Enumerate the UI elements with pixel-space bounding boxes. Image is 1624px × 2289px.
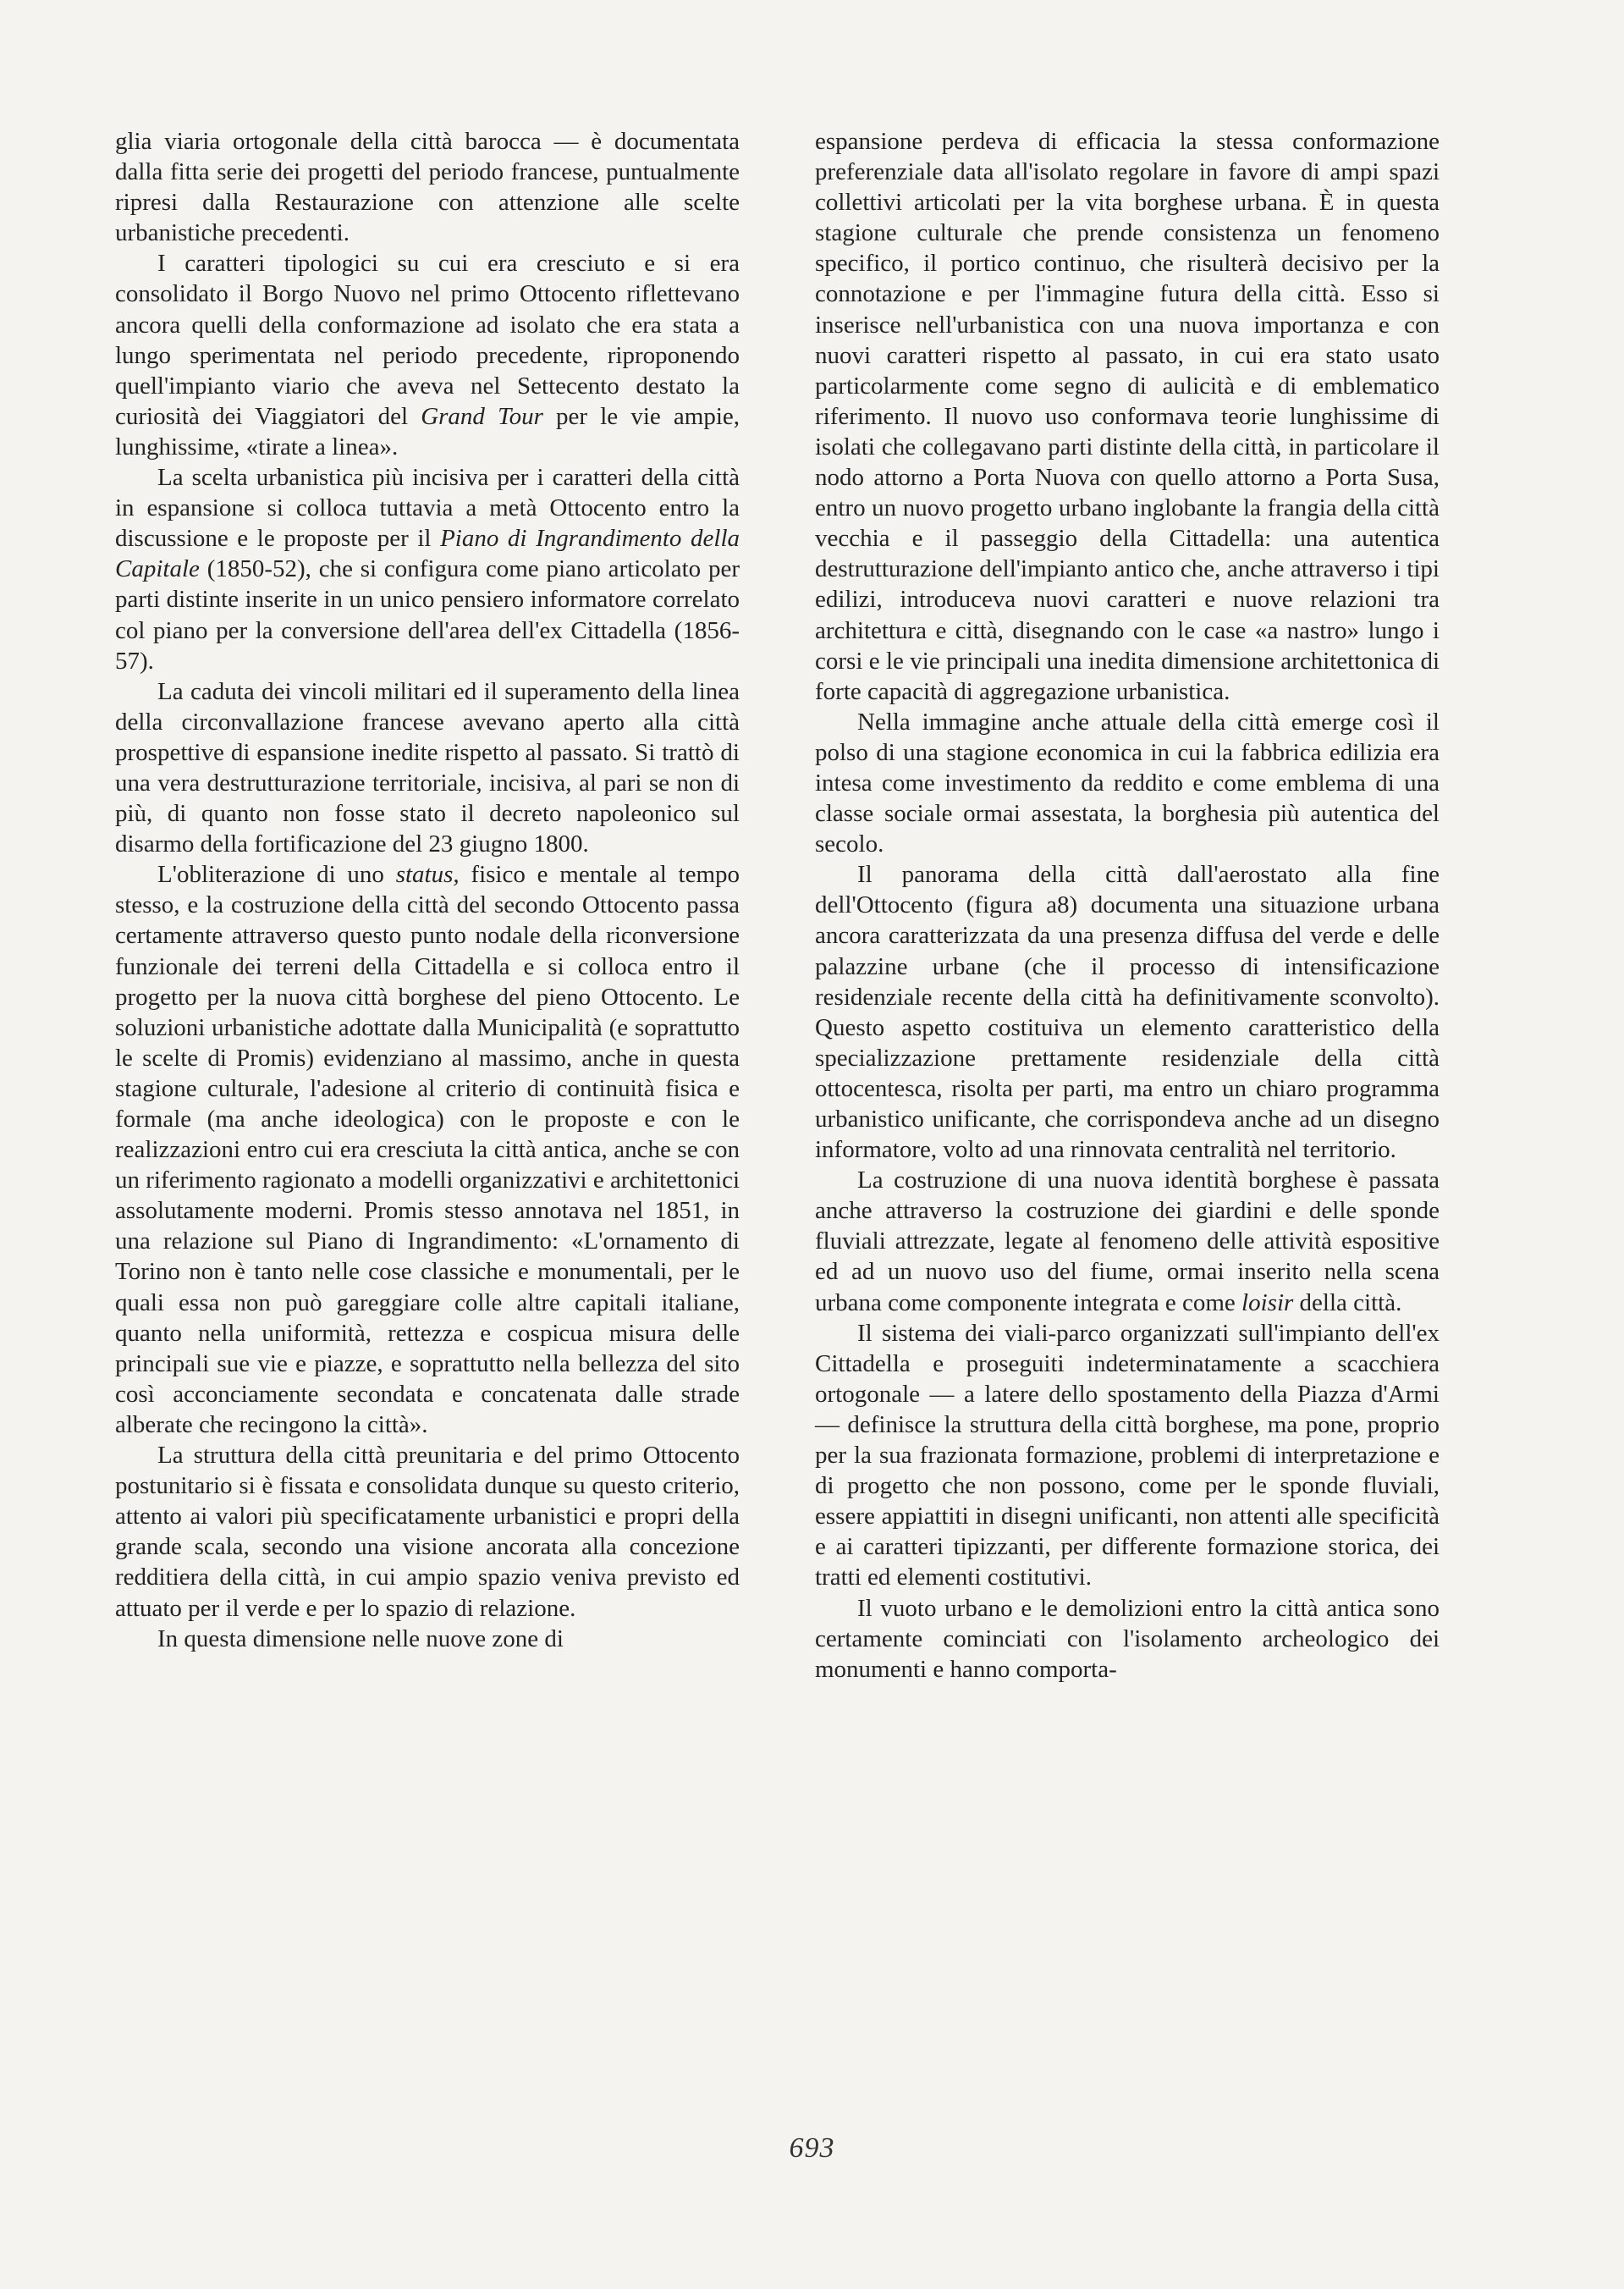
paragraph: Il vuoto urbano e le demolizioni entro la città antica sono certamente cominciati con l'isolamento archeologico dei monumenti e hanno comporta- <box>815 1594 1440 1683</box>
paragraph: La struttura della città preunitaria e del primo Ottocento postunitario si è fissata e consolidata dunque su questo criterio, attento ai valori più specificatamente urbanistici e propri della grande scala, secondo una visione ancorata alla concezione redditiera della città, in cui ampio spazio veniva previsto ed attuato per il verde e per lo spazio di relazione. <box>115 1442 740 1622</box>
paragraph: espansione perdeva di efficacia la stessa conformazione preferenziale data all'isolato regolare in favore di ampi spazi collettivi articolati per la vita borghese urbana. È in questa stagione culturale che prende consistenza un fenomeno specifico, il portico continuo, che risulterà decisivo per la connotazione e per l'immagine futura della città. Esso si inserisce nell'urbanistica con una nuova importanza e con nuovi caratteri rispetto al passato, in cui era stato usato particolarmente come segno di aulicità e di emblematico riferimento. Il nuovo uso conformava teorie lunghissime di isolati che collegavano parti distinte della città, in particolare il nodo attorno a Porta Nuova con quello attorno a Porta Susa, entro un nuovo progetto urbano inglobante la frangia della città vecchia e il passeggio della Cittadella: una autentica destrutturazione dell'impianto antico che, anche attraverso i tipi edilizi, introduceva nuovi caratteri e nuove relazioni tra architettura e città, disegnando con le case «a nastro» lungo i corsi e le vie principali una inedita dimensione architettonica di forte capacità di aggregazione urbanistica. <box>815 128 1440 705</box>
paragraph: In questa dimensione nelle nuove zone di <box>157 1624 564 1652</box>
paragraph: La costruzione di una nuova identità borghese è passata anche attraverso la costruzione dei giardini e delle sponde fluviali attrezzate, legate al fenomeno delle attività espositive ed ad un nuovo uso del fiume, ormai inserito nella scena urbana come componente integrata e come loisir della città. <box>815 1167 1440 1316</box>
paragraph: L'obliterazione di uno status, fisico e mentale al tempo stesso, e la costruzione della città del secondo Ottocento passa certamente attraverso questo punto nodale della riconversione funzionale dei terreni della Cittadella e si colloca entro il progetto per la nuova città borghese del pieno Ottocento. Le soluzioni urbanistiche adottate dalla Municipalità (e soprattutto le scelte di Promis) evidenziano al massimo, anche in questa stagione culturale, l'adesione al criterio di continuità fisica e formale (ma anche ideologica) con le proposte e con le realizzazioni entro cui era cresciuta la città antica, anche se con un riferimento ragionato a modelli organizzativi e architettonici assolutamente moderni. Promis stesso annotava nel 1851, in una relazione sul Piano di Ingrandimento: «L'ornamento di Torino non è tanto nelle cose classiche e monumentali, per le quali essa non può gareggiare colle altre capitali italiane, quanto nella uniformità, rettezza e cospicua misura delle principali sue vie e piazze, e soprattutto nella bellezza del sito così acconciamente secondata e concatenata dalle strade alberate che recingono la città». <box>115 861 740 1438</box>
paragraph: Il sistema dei viali-parco organizzati sull'impianto dell'ex Cittadella e proseguiti indeterminatamente a scacchiera ortogonale — a latere dello spostamento della Piazza d'Armi — definisce la struttura della città borghese, ma pone, proprio per la sua frazionata formazione, problemi di interpretazione e di progetto che non possono, come per le sponde fluviali, essere appiattiti in disegni unificanti, non attenti alle specificità e ai caratteri tipizzanti, per differente formazione storica, dei tratti ed elementi costitutivi. <box>815 1319 1440 1591</box>
page-number: 693 <box>789 2132 835 2164</box>
paragraph: glia viaria ortogonale della città barocca — è documentata dalla fitta serie dei progetti del periodo francese, puntualmente ripresi dalla Restaurazione con attenzione alle scelte urbanistiche precedenti. <box>115 128 740 247</box>
italic-title: Grand Tour <box>421 402 543 430</box>
italic-title: Piano di Ingrandimento della Capitale <box>115 525 740 583</box>
italic-term: status, <box>395 861 460 889</box>
paragraph: Nella immagine anche attuale della città emerge così il polso di una stagione economica in cui la fabbrica edilizia era intesa come investimento da reddito e come emblema di una classe sociale ormai assestata, la borghesia più autentica del secolo. <box>815 708 1440 858</box>
text-column-right <box>815 126 1440 1685</box>
italic-term: loisir <box>1241 1288 1294 1316</box>
paragraph: La scelta urbanistica più incisiva per i caratteri della città in espansione si colloca tuttavia a metà Ottocento entro la discussione e le proposte per il Piano di Ingrandimento della Capitale (1850-52), che si configura come piano articolato per parti distinte inserite in un unico pensiero informatore correlato col piano per la conversione dell'area dell'ex Cittadella (1856-57). <box>115 464 740 675</box>
paragraph: I caratteri tipologici su cui era cresciuto e si era consolidato il Borgo Nuovo nel primo Ottocento riflettevano ancora quelli della conformazione ad isolato che era stata a lungo sperimentata nel periodo precedente, riproponendo quell'impianto viario che aveva nel Settecento destato la curiosità dei Viaggiatori del Grand Tour per le vie ampie, lunghissime, «tirate a linea». <box>115 250 740 461</box>
paragraph: La caduta dei vincoli militari ed il superamento della linea della circonvallazione francese avevano aperto alla città prospettive di espansione inedite rispetto al passato. Si trattò di una vera destrutturazione territoriale, incisiva, al pari se non di più, di quanto non fosse stato il decreto napoleonico sul disarmo della fortificazione del 23 giugno 1800. <box>115 677 740 858</box>
paragraph: Il panorama della città dall'aerostato alla fine dell'Ottocento (figura a8) documenta una situazione urbana ancora caratterizzata da una presenza diffusa del verde e delle palazzine urbane (che il processo di intensificazione residenziale recente della città ha definitivamente sconvolto). Questo aspetto costituiva un elemento caratteristico della specializzazione prettamente residenziale della città ottocentesca, risolta per parti, ma entro un chiaro programma urbanistico unificante, che corrispondeva anche ad un disegno informatore, volto ad una rinnovata centralità nel territorio. <box>815 861 1440 1164</box>
text-column-left <box>115 126 740 1654</box>
